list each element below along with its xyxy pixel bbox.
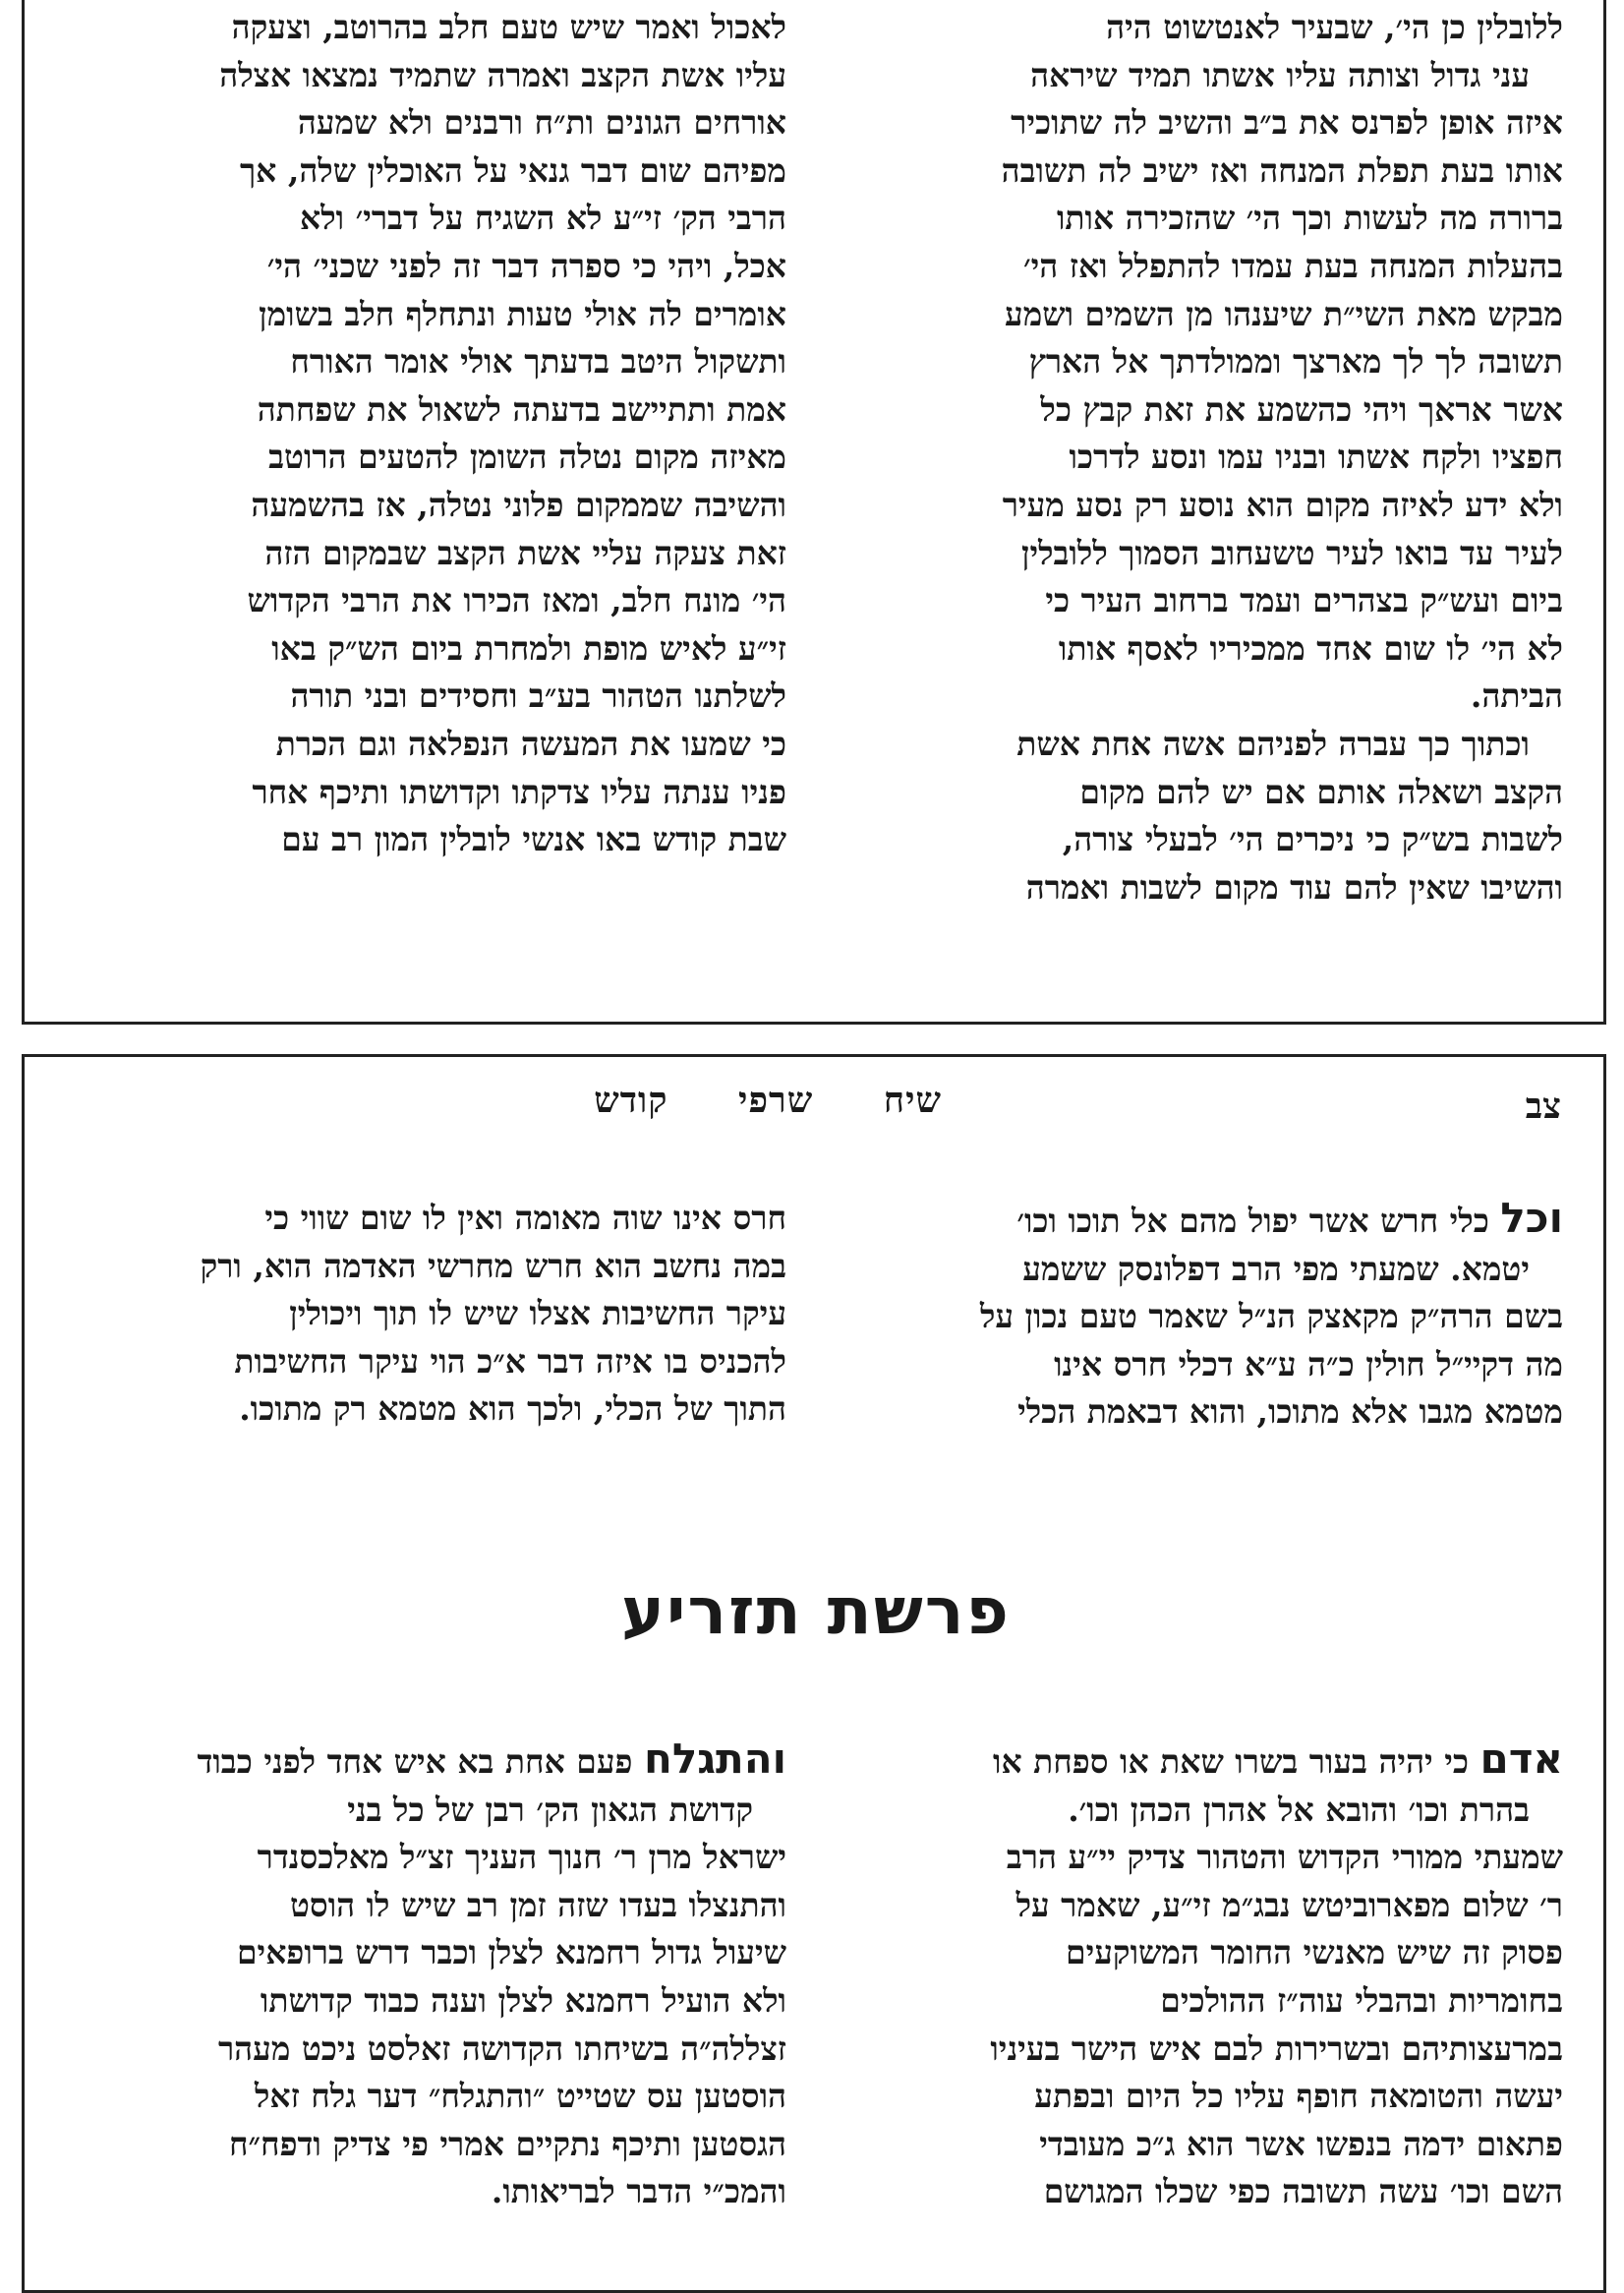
text-line: עני גדול וצותה עליו אשתו תמיד שיראה [1030,55,1530,94]
text-line: ותשקול היטב בדעתך אולי אומר האורח [290,342,786,382]
text-line: פתאום ידמה בנפשו אשר הוא ג״כ מעובדי [1039,2124,1563,2163]
text-line [59,1735,786,1787]
text-line: ולא הועיל רחמנא לצלן וענה כבוד קדושתו [260,1980,786,2020]
text-line: יטמא. שמעתי מפי הרב דפלונסק ששמע [1022,1249,1530,1288]
text-line: לשבות בש״ק כי ניכרים הי׳ לבעלי צורה, [1062,820,1563,859]
text-line: מפיהם שום דבר גנאי על האוכלין שלה, אך [239,150,786,190]
text-line: וכתוך כך עברה לפניהם אשה אחת אשת [1016,724,1530,763]
text-line: והמכ״י הדבר לבריאותו. [491,2172,786,2211]
text-line: קדושת הגאון הק׳ רבן של כל בני [347,1790,753,1829]
text-line: ולא ידע לאיזה מקום הוא נוסע רק נסע מעיר [1002,485,1563,524]
text-line: הי׳ מונח חלב, ומאז הכירו את הרבי הקדוש [247,581,786,620]
text-line: לאכול ואמר שיש טעם חלב בהרוטב, וצעקה [231,8,786,46]
text-line: מטמא מגבו אלא מתוכו, והוא דבאמת הכלי [1017,1392,1563,1432]
text-line: אומרים לה אולי טעות ונתחלף חלב בשומן [259,294,786,333]
text-line: הביתה. [1470,676,1563,716]
text-line: שיעול גדול רחמנא לצלן וכבר דרש ברופאים [236,1933,786,1972]
text-line: ישראל מרן ר׳ חנוך העניך זצ״ל מאלכסנדר [257,1838,786,1877]
text-line: ביום ועש״ק בצהרים ועמד ברחוב העיר כי [1045,581,1563,620]
text-line: בשם הרה״ק מקאצק הנ״ל שאמר טעם נכון על [979,1297,1563,1336]
running-header [59,1080,1573,1139]
text-line: חרס אינו שוה מאומה ואין לו שום שווי כי [264,1199,786,1237]
header-word: קודש [594,1080,668,1121]
page-number: צב [1525,1086,1561,1127]
text-line-rest: כי יהיה בעור בשרו שאת או ספחת או [993,1742,1469,1781]
text-line: כי שמעו את המעשה הנפלאה וגם הכרת [275,724,786,763]
lead-word: וכל [1500,1194,1563,1242]
mid-left-column [59,1195,786,1434]
text-line: מה דקיי״ל חולין כ״ה ע״א דכלי חרס אינו [1054,1344,1563,1383]
text-line: עיקר החשיבות אצלו שיש לו תוך ויכולין [289,1294,786,1333]
top-left-column [59,4,786,864]
text-line: מבקש מאת השי״ת שיענהו מן השמים ושמע [1005,294,1563,333]
text-line [836,1735,1563,1787]
text-line: הקצב ושאלה אותם אם יש להם מקום [1079,772,1563,811]
text-line: חפציו ולקח אשתו ובניו עמו ונסע לדרכו [1069,438,1563,477]
text-line: אורחים הגונים ות״ח ורבנים ולא שמעה [297,103,786,143]
text-line: יעשה והטומאה חופף עליו כל היום ובפתע [1034,2077,1563,2116]
text-line: בהעלות המנחה בעת עמדו להתפלל ואז הי׳ [1023,246,1563,285]
book-title [594,1080,942,1121]
bot-right-column [836,1735,1563,2216]
text-line: בחומריות ובהבלי עוה״ז ההולכים [1160,1980,1563,2020]
text-line: זי״ע לאיש מופת ולמחרת ביום הש״ק באו [271,628,786,668]
text-line: שבת קודש באו אנשי לובלין המון רב עם [281,820,786,859]
text-line: לעיר עד בואו לעיר טשעחוב הסמוך ללובלין [1021,533,1563,572]
text-line: בהרת וכו׳ והובא אל אהרן הכהן וכו׳. [1068,1790,1530,1829]
text-line: אמת ותתיישב בדעתה לשאול את שפחתה [257,389,786,429]
text-line: עליו אשת הקצב ואמרה שתמיד נמצאו אצלה [219,55,786,94]
text-line: במרעצותיהם ובשרירות לבם איש הישר בעיניו [990,2028,1563,2068]
text-line [836,1195,1563,1246]
top-right-column [836,4,1563,911]
text-line: לא הי׳ לו שום אחד ממכיריו לאסף אותו [1058,628,1563,668]
text-line-rest: פעם אחת בא איש אחד לפני כבוד [197,1742,633,1781]
text-line: לשלתנו הטהור בע״ב וחסידים ובני תורה [290,676,786,716]
lead-word: אדם [1479,1734,1563,1783]
text-line-rest: כלי חרש אשר יפול מהם אל תוכו וכו׳ [1016,1202,1489,1240]
text-line: זצללה״ה בשיחתו הקדושה זאלסט ניכט מעהר [217,2028,786,2068]
text-line: במה נחשב הוא חרש מחרשי האדמה הוא, ורק [200,1246,786,1285]
text-line: פסוק זה שיש מאנשי החומר המשוקעים [1066,1933,1563,1972]
text-line: אשר אראך ויהי כהשמע את זאת קבץ כל [1040,389,1563,429]
text-line: מאיזה מקום נטלה השומן להטעים הרוטב [268,438,786,477]
text-line: הוסטען עס שטייט ״והתגלח״ דער גלח זאל [254,2077,786,2116]
header-word: שיח [883,1080,942,1121]
mid-right-column [836,1195,1563,1437]
text-line: תשובה לך לך מארצך וממולדתך אל הארץ [1028,342,1563,382]
text-line: התוך של הכלי, ולכך הוא מטמא רק מתוכו. [239,1389,786,1429]
text-line: ללובלין כן הי׳, שבעיר לאנטשוט היה [1106,8,1563,46]
header-word: שרפי [738,1080,814,1121]
text-line: השם וכו׳ עשה תשובה כפי שכלו המגושם [1043,2172,1563,2211]
text-line: והשיבה שממקום פלוני נטלה, אז בהשמעה [251,485,786,524]
lead-word: והתגלח [644,1734,786,1783]
text-line: הגסטען ותיכף נתקיים אמרי פי צדיק ודפח״ח [228,2124,786,2163]
text-line: שמעתי ממורי הקדוש והטהור צדיק יי״ע הרב [1006,1838,1563,1877]
text-line: הרבי הק׳ זי״ע לא השגיח על דברי׳ ולא [300,199,786,238]
bot-left-column [59,1735,786,2216]
text-line: להכניס בו איזה דבר א״כ הוי עיקר החשיבות [234,1341,786,1381]
text-line: ברורה מה לעשות וכך הי׳ שהזכירה אותו [1056,199,1563,238]
text-line: אכל, ויהי כי ספרה דבר זה לפני שכני׳ הי׳ [266,246,786,285]
text-line: אותו בעת תפלת המנחה ואז ישיב לה תשובה [1001,150,1563,190]
text-line: איזה אופן לפרנס את ב״ב והשיב לה שתוכיר [1011,103,1563,143]
text-line: והשיבו שאין להם עוד מקום לשבות ואמרה [1025,867,1563,907]
parsha-title: פרשת תזריע [621,1573,1011,1649]
text-line: זאת צעקה עליי אשת הקצב שבמקום הזה [264,533,786,572]
text-line: ר׳ שלום מפארוביטש נבג״מ זי״ע, שאמר על [1015,1885,1563,1924]
text-line: והתנצלו בעדו שזה זמן רב שיש לו הוסט [290,1885,786,1924]
text-line: פניו ענתה עליו צדקתו וקדושתו ותיכף אחר [252,772,786,811]
